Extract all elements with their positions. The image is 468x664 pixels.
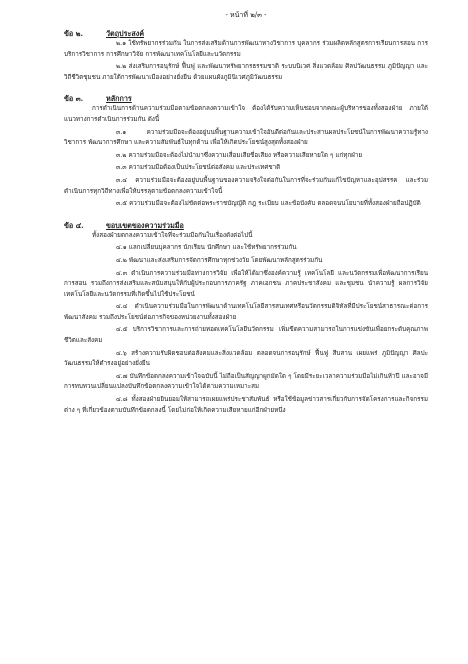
scope-item: ๔.๕ บริการวิชาการและการถ่ายทอดเทคโนโลยีนวัตกรรม เพิ่มขีดความสามารถในการแข่งขันเพื่อยกระดับคุณภาพชีวิตและสังคม: [64, 326, 428, 345]
principle-item: ๓.๔ ความร่วมมือจะต้องอยู่บนพื้นฐานของความจริงใจต่อกันในการที่จะร่วมกันแก้ไขปัญหาและอุปสรรค และร่วมดำเนินการทุกวิถีทางเพื่อให้บรรลุตามข้อตกลงความเข้าใจนี้: [64, 176, 428, 195]
principle-item: ๓.๑ ความร่วมมือจะต้องอยู่บนพื้นฐานความเข้าใจอันดีต่อกันและประสานผลประโยชน์ในการพัฒนาความรู้ทางวิชาการ พัฒนาการศึกษา และความสัมพันธ์ในทุกด้าน เพื่อให้เกิดประโยชน์สูงสุดทั้งสองฝ่าย: [64, 128, 428, 147]
scope-item: ๔.๓ ดำเนินการความร่วมมือทางการวิจัย เพื่อให้ได้มาซึ่งองค์ความรู้ เทคโนโลยี และนวัตกรรมเพื่อพัฒนาการเรียนการสอน รวมถึงการส่งเสริมและสนับสนุนให้กับผู้ประกอบการภาครัฐ ภาคเอกชน ภาคประชาสังคม และชุมชน นำความรู้ ผลการวิจัยเทคโนโลยีและนวัตกรรมที่เกิดขึ้นไปใช้ประโยชน์: [64, 269, 428, 298]
scope-item: ๔.๗ บันทึกข้อตกลงความเข้าใจฉบับนี้ ไม่ถือเป็นสัญญาผูกมัดใด ๆ โดยมีระยะเวลาความร่วมมือไม่เกินห้าปี และอาจมีการทบทวนเปลี่ยนแปลงบันทึกข้อตกลงความเข้าใจได้ตามความเหมาะสม: [64, 372, 428, 391]
section-objectives: [64, 28, 428, 83]
scope-intro: ทั้งสองฝ่ายตกลงความเข้าใจที่จะร่วมมือกันในเรื่องดังต่อไปนี้: [92, 231, 253, 239]
section-principles: [64, 93, 428, 209]
section-heading: [64, 220, 428, 231]
page-number: - หน้าที่ ๒/๓ -: [225, 11, 267, 19]
principle-item: ๓.๓ ความร่วมมือต้องเป็นประโยชน์ต่อสังคม และประเทศชาติ: [116, 164, 281, 172]
principle-item: ๓.๒ ความร่วมมือจะต้องไม่นำมาซึ่งความเสื่อมเสียชื่อเสียง หรือความเสียหายใด ๆ แก่ทุกฝ่าย: [116, 151, 363, 159]
scope-item: ๔.๖ สร้างความรับผิดชอบต่อสังคมและสิ่งแวดล้อม ตลอดจนการอนุรักษ์ ฟื้นฟู สืบสาน เผยแพร่ ภูมิปัญญา ศิลปะวัฒนธรรมให้ดำรงอยู่อย่างยั่งยืน: [64, 349, 428, 368]
scope-item: ๔.๘ ทั้งสองฝ่ายยินยอมให้สามารถเผยแพร่ประชาสัมพันธ์ หรือใช้ข้อมูลข่าวสารเกี่ยวกับการจัดโครงการและกิจกรรมต่าง ๆ ที่เกี่ยวข้องตามบันทึกข้อตกลงนี้ โดยไม่ก่อให้เกิดความเสียหายแก่อีกฝ่ายหนึ่ง: [64, 396, 428, 414]
section-title: วัตถุประสงค์: [106, 29, 145, 38]
section-scope: [64, 220, 428, 417]
section-title: ขอบเขตของความร่วมมือ: [106, 220, 184, 230]
section-heading: [64, 28, 428, 39]
section-title: หลักการ: [106, 94, 132, 104]
section-number: ข้อ ๓.: [64, 94, 84, 104]
scope-item: ๔.๒ พัฒนาและส่งเสริมการจัดการศึกษาทุกช่วงวัย โดยพัฒนาหลักสูตรร่วมกัน: [116, 256, 323, 264]
principles-intro: การดำเนินการด้านความร่วมมือตามข้อตกลงความเข้าใจ ต้องได้รับความเห็นชอบจากคณะผู้บริหารของทั้งสองฝ่าย ภายใต้แนวทางการดำเนินการร่วมกัน ดังนี้: [64, 105, 428, 123]
scope-item: ๔.๔ ดำเนินความร่วมมือในการพัฒนาด้านเทคโนโลยีสารสนเทศหรือนวัตกรรมดิจิทัลที่มีประโยชน์สาธารณะต่อการพัฒนาสังคม รวมถึงประโยชน์ต่อภารกิจของหน่วยงานทั้งสองฝ่าย: [64, 303, 428, 321]
section-number: ข้อ ๔.: [64, 220, 84, 230]
objective-item: ๒.๒ ส่งเสริมการอนุรักษ์ ฟื้นฟู และพัฒนาทรัพยากรธรรมชาติ ระบบนิเวศ สิ่งแวดล้อม ศิลปวัฒนธรรม ภูมิปัญญา และวิถีชีวิตชุมชน ภายใต้การพัฒนาเมืองอย่างยั่งยืน ด้วยแผนผังภูมินิเวศภูมิวัฒนธรรม: [64, 63, 428, 81]
objective-item: ๒.๑ ใช้ทรัพยากรร่วมกัน ในการส่งเสริมด้านการพัฒนาทางวิชาการ บุคลากร ร่วมผลิตหลักสูตรการเรียนการสอน การบริการวิชาการ การศึกษาวิจัย การพัฒนาเทคโนโลยีและนวัตกรรม: [64, 40, 428, 58]
scope-item: ๔.๑ แลกเปลี่ยนบุคลากร นักเรียน นักศึกษา และใช้ทรัพยากรร่วมกัน: [116, 244, 297, 252]
principle-item: ๓.๕ ความร่วมมือจะต้องไม่ขัดต่อพระราชบัญญัติ กฎ ระเบียบ และข้อบังคับ ตลอดจนนโยบายที่ทั้งสองฝ่ายถือปฏิบัติ: [116, 200, 421, 208]
section-heading: [64, 93, 428, 104]
section-number: ข้อ ๒.: [64, 29, 83, 38]
